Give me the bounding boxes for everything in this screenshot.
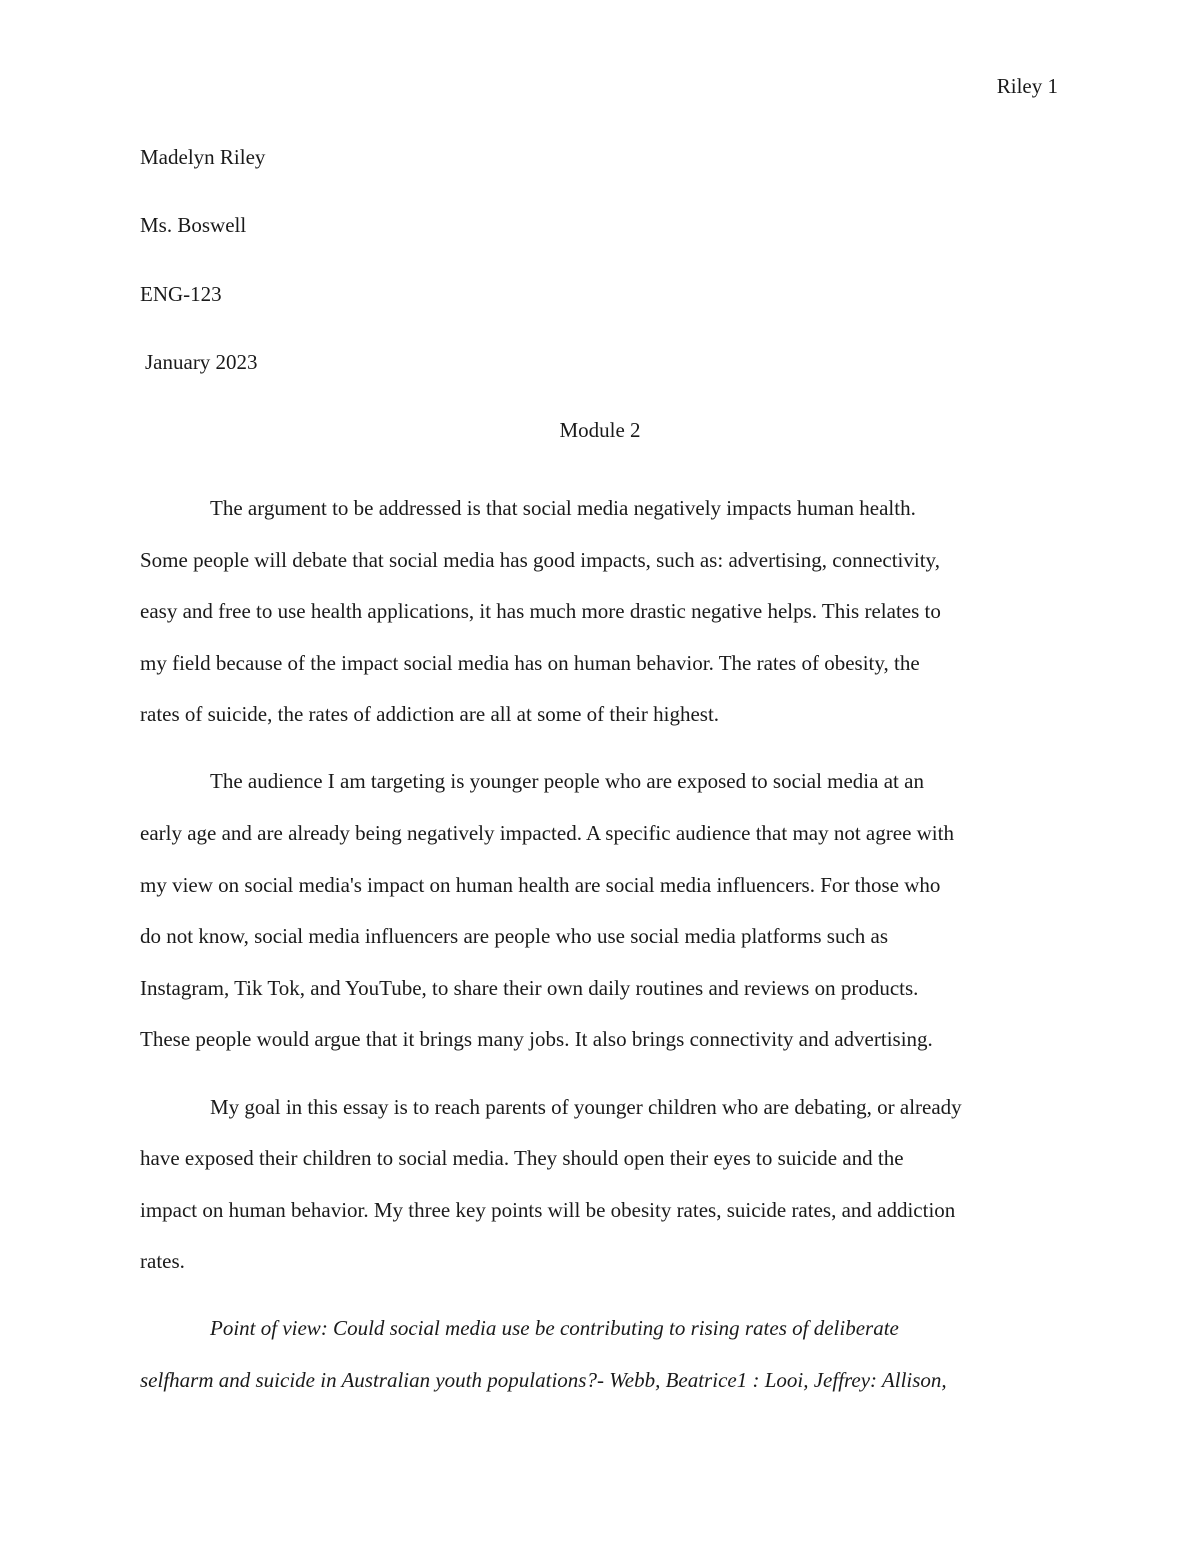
- paragraph-line: rates of suicide, the rates of addiction are all at some of their highest.: [140, 702, 720, 727]
- page-header: Riley 1: [996, 74, 1058, 98]
- paragraph-line: Point of view: Could social media use be contributing to rising rates of deliberate: [210, 1316, 899, 1341]
- paragraph-line: Instagram, Tik Tok, and YouTube, to share their own daily routines and reviews on products.: [140, 975, 919, 1000]
- paragraph-line: These people would argue that it brings many jobs. It also brings connectivity and advertising.: [140, 1027, 933, 1052]
- paragraph-line: do not know, social media influencers are people who use social media platforms such as: [140, 924, 889, 949]
- instructor-name: Ms. Boswell: [140, 213, 247, 237]
- paragraph-line: rates.: [140, 1249, 185, 1274]
- paragraph-line: my field because of the impact social media has on human behavior. The rates of obesity, the: [140, 650, 920, 675]
- author-name: Madelyn Riley: [140, 145, 266, 169]
- paragraph-line: my view on social media's impact on human health are social media influencers. For those who: [140, 872, 941, 897]
- paragraph-source-citation: [140, 1303, 1062, 1406]
- paragraph-line: impact on human behavior. My three key points will be obesity rates, suicide rates, and addiction: [140, 1197, 956, 1222]
- paragraph-line: easy and free to use health applications, it has much more drastic negative helps. This relates to: [140, 599, 941, 624]
- paragraph-line: early age and are already being negatively impacted. A specific audience that may not agree with: [140, 821, 954, 846]
- course-code: ENG-123: [140, 282, 222, 306]
- paragraph-line: The argument to be addressed is that social media negatively impacts human health.: [210, 496, 916, 520]
- paragraph-line: Some people will debate that social media has good impacts, such as: advertising, connectivity,: [140, 547, 940, 572]
- essay-title: Module 2: [559, 418, 641, 442]
- paragraph-line: The audience I am targeting is younger people who are exposed to social media at an: [210, 769, 924, 794]
- paragraph-line: have exposed their children to social media. They should open their eyes to suicide and the: [140, 1146, 904, 1171]
- submission-date: January 2023: [145, 350, 258, 374]
- paragraph-line: My goal in this essay is to reach parents of younger children who are debating, or already: [210, 1094, 962, 1119]
- paragraph-line: selfharm and suicide in Australian youth populations?- Webb, Beatrice1 : Looi, Jeffrey: Allison,: [140, 1368, 947, 1392]
- paragraph-goal: [140, 1082, 1062, 1288]
- paragraph-argument: [140, 483, 1062, 741]
- essay-body: [140, 483, 1062, 1422]
- paragraph-audience: [140, 756, 1062, 1066]
